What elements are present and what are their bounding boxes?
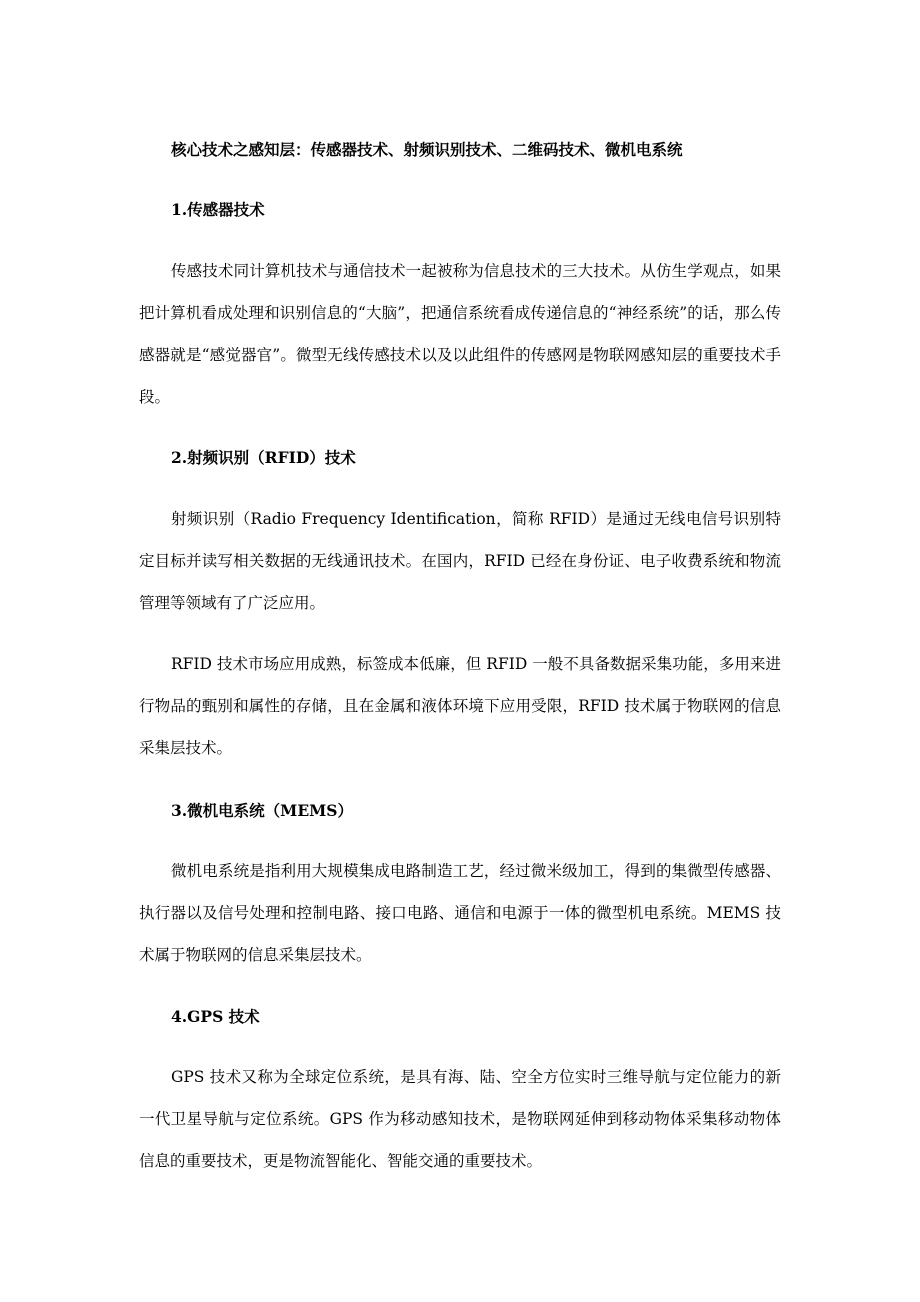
section-heading-mems: 3.微机电系统（MEMS）: [171, 801, 354, 820]
paragraph-mems: 微机电系统是指利用大规模集成电路制造工艺，经过微米级加工，得到的集微型传感器、执行器以及信号处理和控制电路、接口电路、通信和电源于一体的微型机电系统。MEMS 技术属于物联网的信息采集层技术。: [139, 862, 781, 964]
paragraph-rfid-intro: 射频识别（Radio Frequency Identification，简称 RFID）是通过无线电信号识别特定目标并读写相关数据的无线通讯技术。在国内，RFID 已经在身份证、电子收费系统和物流管理等领域有了广泛应用。: [139, 510, 781, 612]
page-title: 核心技术之感知层：传感器技术、射频识别技术、二维码技术、微机电系统: [171, 140, 683, 159]
section-heading-gps: 4.GPS 技术: [171, 1007, 260, 1026]
paragraph-sensor: 传感技术同计算机技术与通信技术一起被称为信息技术的三大技术。从仿生学观点，如果把计算机看成处理和识别信息的“大脑”，把通信系统看成传递信息的“神经系统”的话，那么传感器就是“感觉器官”。微型无线传感技术以及以此组件的传感网是物联网感知层的重要技术手段。: [139, 262, 781, 406]
section-heading-rfid: 2.射频识别（RFID）技术: [171, 448, 356, 467]
paragraph-rfid-market: RFID 技术市场应用成熟，标签成本低廉，但 RFID 一般不具备数据采集功能，多用来进行物品的甄别和属性的存储，且在金属和液体环境下应用受限，RFID 技术属于物联网的信息采集层技术。: [139, 655, 781, 757]
paragraph-gps: GPS 技术又称为全球定位系统，是具有海、陆、空全方位实时三维导航与定位能力的新一代卫星导航与定位系统。GPS 作为移动感知技术，是物联网延伸到移动物体采集移动物体信息的重要技术，更是物流智能化、智能交通的重要技术。: [139, 1068, 781, 1170]
section-heading-sensor: 1.传感器技术: [171, 200, 265, 219]
